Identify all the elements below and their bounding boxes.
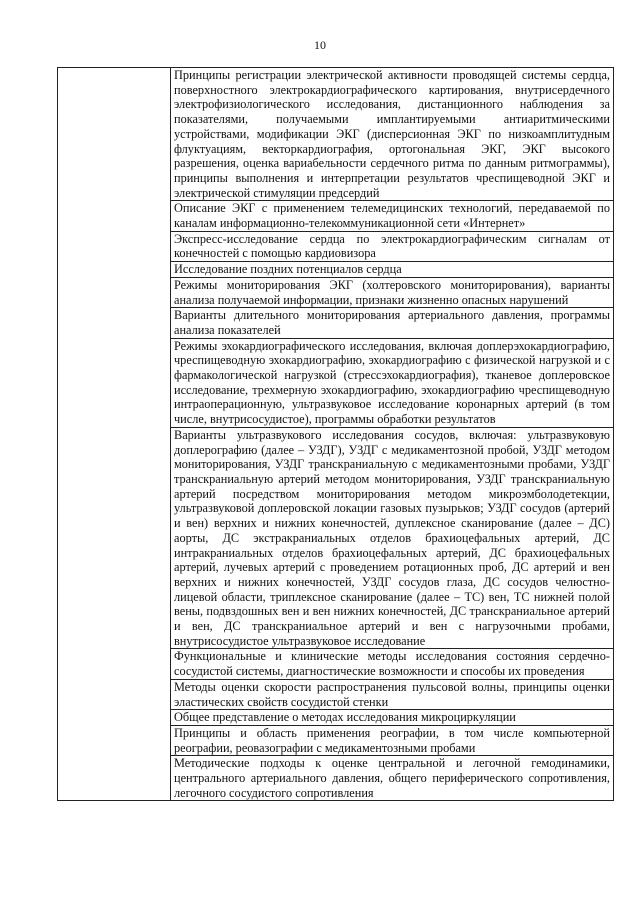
table-cell: Функциональные и клинические методы исследования состояния сердечно-сосудистой системы, диагностические возможности и способы их проведения — [171, 649, 614, 679]
table-cell: Методы оценки скорости распространения пульсовой волны, принципы оценки эластических свойств сосудистой стенки — [171, 679, 614, 709]
table-cell: Режимы мониторирования ЭКГ (холтеровского мониторирования), варианты анализа получаемой информации, признаки жизненно опасных нарушений — [171, 277, 614, 307]
table-cell: Варианты длительного мониторирования артериального давления, программы анализа показателей — [171, 308, 614, 338]
table-cell: Принципы регистрации электрической активности проводящей системы сердца, поверхностного электрокардиографического картирования, внутрисердечного электрофизиологического исследования, дистанционного наблюдения за показателями, получаемыми имплантируемыми антиаритмическими устройствами, модификации ЭКГ (дисперсионная ЭКГ по низкоамплитудным флуктуациям, векторкардиография, ортогональная ЭКГ, ЭКГ высокого разрешения, оценка вариабельности сердечного ритма по данным ритмограммы), принципы выполнения и интерпретации результатов чреспищеводной ЭКГ и электрической стимуляции предсердий — [171, 68, 614, 201]
left-column-cell — [58, 68, 171, 801]
table-row — [58, 68, 614, 201]
table-cell: Принципы и область применения реографии, в том числе компьютерной реографии, реовазографии с медикаментозными пробами — [171, 725, 614, 755]
table-cell: Режимы эхокардиографического исследования, включая доплерэхокардиографию, чреспищеводную эхокардиографию, эхокардиографию с физической нагрузкой и с фармакологической нагрузкой (стрессэхокардиография), тканевое доплеровское исследование, трехмерную эхокардиографию, эхокардиографию чреспищеводную интраоперационную, ультразвуковое исследование коронарных артерий (в том числе, внутрисосудистое), программы обработки результатов — [171, 338, 614, 427]
table-cell: Методические подходы к оценке центральной и легочной гемодинамики, центрального артериального давления, общего периферического сопротивления, легочного сосудистого сопротивления — [171, 756, 614, 801]
page-number: 10 — [314, 38, 326, 52]
table-cell: Исследование поздних потенциалов сердца — [171, 262, 614, 278]
table-cell: Варианты ультразвукового исследования сосудов, включая: ультразвуковую доплерографию (далее – УЗДГ), УЗДГ с медикаментозной пробой, УЗДГ методом мониторирования, УЗДГ транскраниальную с медикаментозными пробами, УЗДГ транскраниальную артерий методом мониторирования, УЗДГ транскраниальную артерий посредством мониторирования методом микроэмболодетекции, ультразвуковой доплеровской локации газовых пузырьков; УЗДГ сосудов (артерий и вен) верхних и нижних конечностей, дуплексное сканирование (далее – ДС) аорты, ДС экстракраниальных отделов брахиоцефальных артерий, ДС интракраниальных отделов брахиоцефальных артерий, ДС брахиоцефальных артерий, лучевых артерий с проведением ротационных проб, ДС артерий и вен верхних и нижних конечностей, УЗДГ сосудов глаза, ДС сосудов челюстно-лицевой области, триплексное сканирование (далее – ТС) вен, ТС нижней полой вены, подвздошных вен и вен нижних конечностей, ДС транскраниальное артерий и вен, ДС транскраниальное артерий и вен с нагрузочными пробами, внутрисосудистое ультразвуковое исследование — [171, 427, 614, 649]
table-cell: Экспресс-исследование сердца по электрокардиографическим сигналам от конечностей с помощью кардиовизора — [171, 231, 614, 261]
table-cell: Описание ЭКГ с применением телемедицинских технологий, передаваемой по каналам информационно-телекоммуникационной сети «Интернет» — [171, 201, 614, 231]
table-cell: Общее представление о методах исследования микроциркуляции — [171, 710, 614, 726]
content-table — [57, 67, 614, 801]
